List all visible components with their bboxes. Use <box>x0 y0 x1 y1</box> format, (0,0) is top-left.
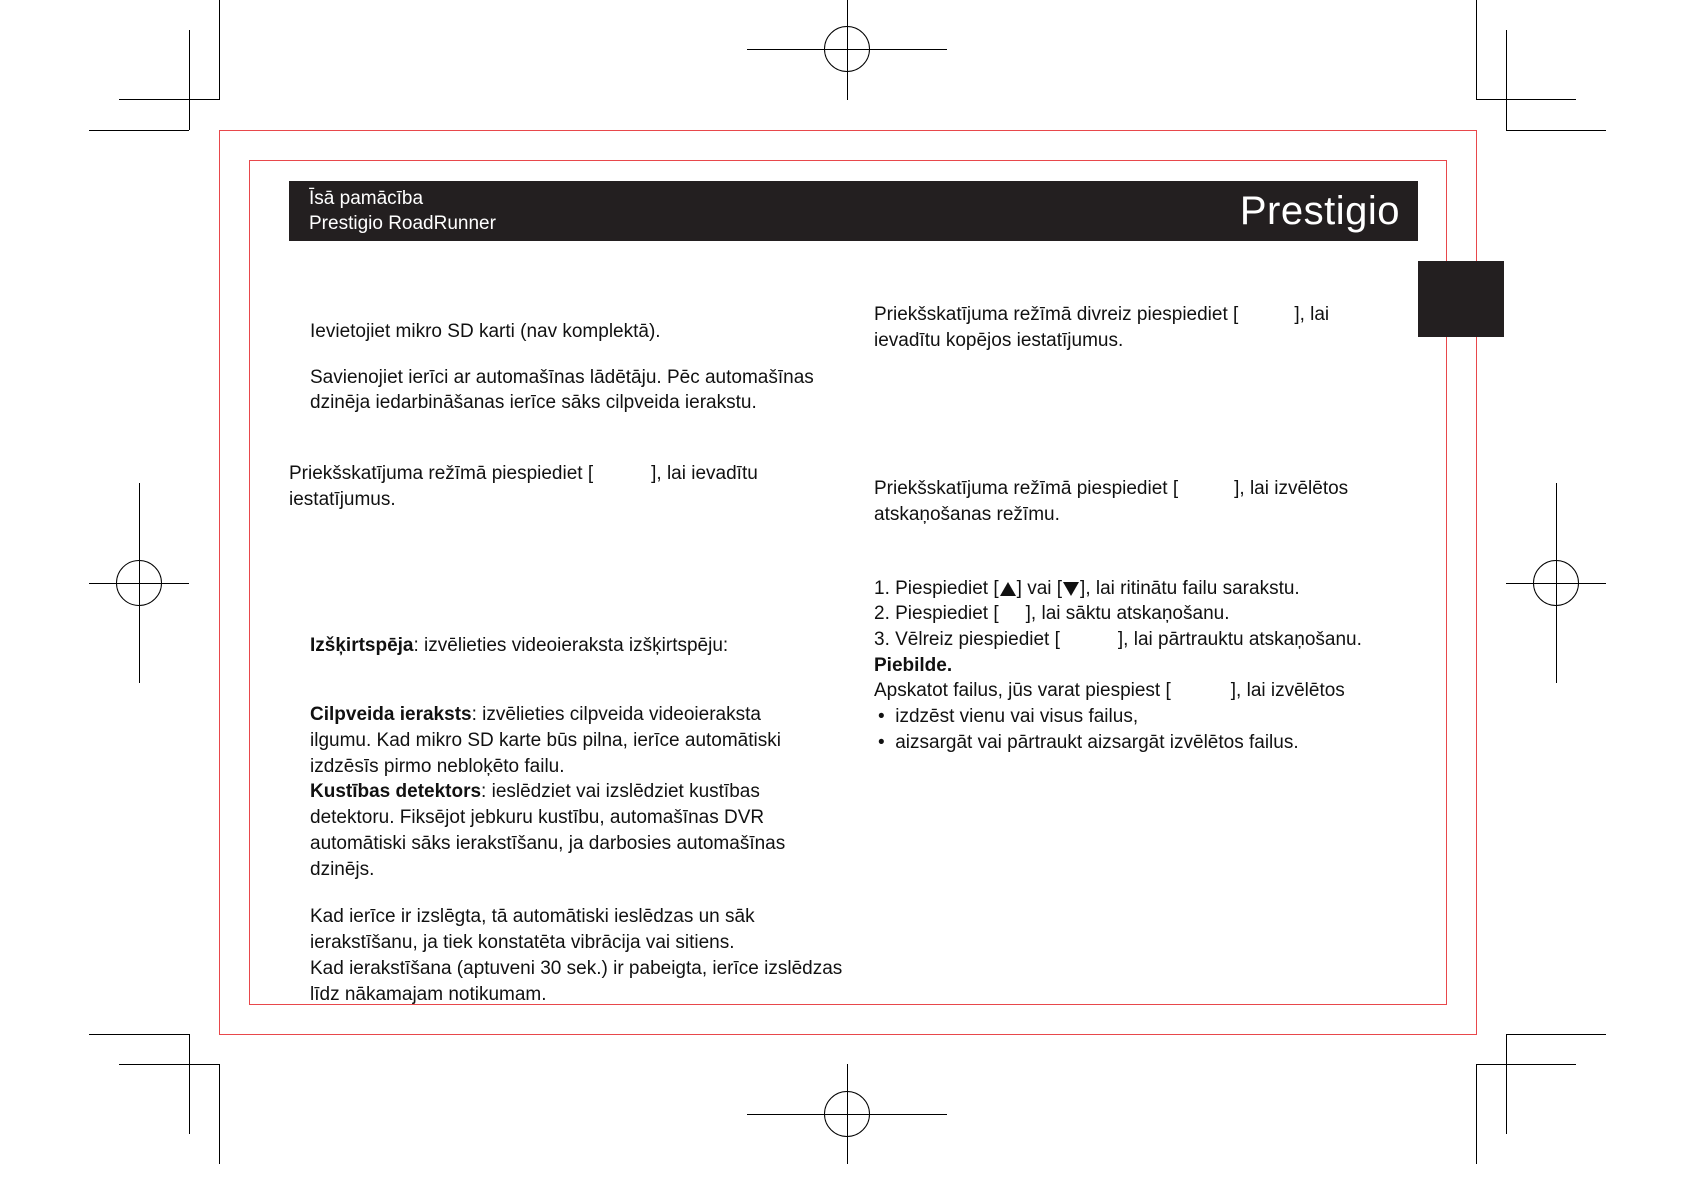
crop-line <box>1506 130 1606 131</box>
playback-pre: Priekšskatījuma režīmā piespiediet [ <box>874 478 1179 499</box>
crop-line <box>1506 1034 1606 1035</box>
general-settings-instruction <box>874 302 1329 328</box>
crop-line <box>89 130 189 131</box>
crop-line <box>1476 1064 1477 1164</box>
step1-mid: ] vai [ <box>1016 578 1063 599</box>
step2-post: ], lai sāktu atskaņošanu. <box>1025 603 1230 624</box>
motion-item-line: dzinējs. <box>310 859 375 880</box>
crop-line <box>219 1064 220 1164</box>
bullet-icon: • <box>878 706 885 727</box>
registration-circle-icon <box>1533 560 1579 606</box>
general-post: ], lai <box>1294 304 1330 325</box>
bullet-icon: • <box>878 732 885 753</box>
connect-text-line: Savienojiet ierīci ar automašīnas lādētāju. Pēc automašīnas <box>310 367 814 388</box>
loop-item-line: ilgumu. Kad mikro SD karte būs pilna, ierīce automātiski <box>310 730 781 751</box>
crop-line <box>1476 99 1576 100</box>
loop-item-line <box>310 702 761 728</box>
connect-text-line: dzinēja iedarbināšanas ierīce sāks cilpveida ierakstu. <box>310 392 757 413</box>
settings-instruction-post: ], lai ievadītu <box>651 463 758 484</box>
loop-desc: : izvēlieties cilpveida videoieraksta <box>471 704 761 725</box>
bullet-text: aizsargāt vai pārtraukt aizsargāt izvēlētos failus. <box>895 732 1299 753</box>
arrow-up-icon <box>1000 582 1016 596</box>
parking-text-line: līdz nākamajam notikumam. <box>310 984 547 1005</box>
loop-term: Cilpveida ieraksts <box>310 704 472 725</box>
parking-text-line: Kad ierīce ir izslēgta, tā automātiski ieslēdzas un sāk <box>310 906 755 927</box>
step3-pre: 3. Vēlreiz piespiediet [ <box>874 629 1060 650</box>
motion-desc: : ieslēdziet vai izslēdziet kustības <box>481 781 760 802</box>
header-title: Īsā pamācība <box>309 188 424 209</box>
section-tab <box>1418 261 1504 337</box>
registration-circle-icon <box>824 26 870 72</box>
general-pre: Priekšskatījuma režīmā divreiz piespiediet [ <box>874 304 1239 325</box>
resolution-term: Izšķirtspēja <box>310 635 414 656</box>
note-text <box>874 678 1345 704</box>
step2-pre: 2. Piespiediet [ <box>874 603 999 624</box>
registration-circle-icon <box>116 560 162 606</box>
bullet-item <box>878 730 1299 756</box>
parking-text-line: Kad ierakstīšana (aptuveni 30 sek.) ir pabeigta, ierīce izslēdzas <box>310 958 843 979</box>
resolution-item <box>310 633 728 659</box>
step3-post: ], lai pārtrauktu atskaņošanu. <box>1117 629 1362 650</box>
settings-instruction-line2: iestatījumus. <box>289 489 396 510</box>
crop-line <box>219 0 220 100</box>
step-3 <box>874 627 1362 653</box>
motion-item-line: detektoru. Fiksējot jebkuru kustību, automašīnas DVR <box>310 807 765 828</box>
step-1 <box>874 576 1300 602</box>
step1-post: ], lai ritinātu failu sarakstu. <box>1080 578 1300 599</box>
settings-instruction-pre: Priekšskatījuma režīmā piespiediet [ <box>289 463 594 484</box>
header-bar <box>289 181 1418 241</box>
crop-line <box>1476 1064 1576 1065</box>
note-pre: Apskatot failus, jūs varat piespiest [ <box>874 680 1171 701</box>
arrow-down-icon <box>1063 582 1079 596</box>
insert-card-text: Ievietojiet mikro SD karti (nav komplektā). <box>310 321 661 342</box>
crop-line <box>189 1034 190 1134</box>
general-settings-line2: ievadītu kopējos iestatījumus. <box>874 330 1124 351</box>
playback-line2: atskaņošanas režīmu. <box>874 504 1060 525</box>
step-2 <box>874 601 1229 627</box>
motion-item-line <box>310 779 760 805</box>
loop-item-line: izdzēsīs pirmo nebloķēto failu. <box>310 756 565 777</box>
motion-term: Kustības detektors <box>310 781 482 802</box>
note-label: Piebilde. <box>874 655 953 676</box>
playback-post: ], lai izvēlētos <box>1234 478 1349 499</box>
note-post: ], lai izvēlētos <box>1230 680 1345 701</box>
parking-text-line: ierakstīšanu, ja tiek konstatēta vibrācija vai sitiens. <box>310 932 735 953</box>
crop-line <box>189 30 190 130</box>
resolution-desc: : izvēlieties videoieraksta izšķirtspēju: <box>413 635 729 656</box>
header-product: Prestigio RoadRunner <box>309 213 496 234</box>
settings-instruction <box>289 461 758 487</box>
crop-line <box>1476 0 1477 100</box>
crop-line <box>119 1064 219 1065</box>
bullet-text: izdzēst vienu vai visus failus, <box>895 706 1139 727</box>
motion-item-line: automātiski sāks ierakstīšanu, ja darbosies automašīnas <box>310 833 786 854</box>
bullet-item <box>878 704 1138 730</box>
crop-line <box>119 99 219 100</box>
crop-line <box>89 1034 189 1035</box>
crop-line <box>1506 1034 1507 1134</box>
crop-line <box>1506 30 1507 130</box>
playback-instruction <box>874 476 1348 502</box>
registration-circle-icon <box>824 1091 870 1137</box>
brand-logo: Prestigio <box>1239 189 1400 233</box>
step1-pre: 1. Piespiediet [ <box>874 578 999 599</box>
